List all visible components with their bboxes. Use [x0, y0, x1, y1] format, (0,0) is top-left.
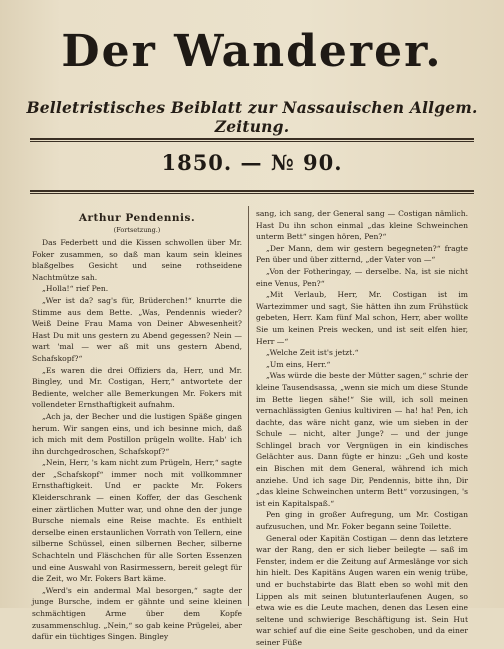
bottom-rule-thin	[30, 193, 474, 194]
paragraph: „Der Mann, dem wir gestern begegneten?“ fragte Pen über und über zitternd, „der Vater von —“	[256, 243, 468, 265]
paragraph: „Welche Zeit ist's jetzt.“	[266, 348, 359, 358]
paragraph: „Werd's ein andermal Mal besorgen,“ sagte der junge Bursche, indem er gähnte und seine kleinen schmächtigen Arme über dem Kopfe zusammenschlug. „Nein,“ so gab keine Prügelei, aber dafür ein tüchtiges Singen. Bingley	[32, 585, 242, 642]
paragraph: „Wer ist da? sag's für, Brüderchen!“ knurrte die Stimme aus dem Bette. „Was, Pendennis wieder? Weiß Deine Frau Mama von Deiner Abwesenheit? Hast Du mit uns gestern zu Abend gegessen? Nein — wart 'mal — wer aß mit uns gestern Abend, Schafskopf?“	[32, 295, 242, 363]
left-column	[32, 205, 242, 643]
paragraph: „Von der Fotheringay, — derselbe. Na, ist sie nicht eine Venus, Pen?“	[256, 266, 468, 288]
article-title: Arthur Pendennis.	[78, 212, 196, 224]
top-rule	[30, 138, 474, 140]
paragraph: „Mit Verlaub, Herr, Mr. Costigan ist im Wartezimmer und sagt, Sie hätten ihn zum Frühstück gebeten, Herr. Kam fünf Mal schon, Herr, aber wollte Sie um keinen Preis wecken, und ist seit elfen hier, Herr —“	[256, 290, 468, 346]
paragraph: „Ach ja, der Becher und die lustigen Späße gingen herum. Wir sangen eins, und ich besinne mich, daß ich mich mit dem Postillon prügeln wollte. Hab' ich ihn durchgedroschen, Schafskopf?“	[32, 411, 242, 456]
column-divider	[248, 206, 249, 606]
masthead-subtitle: Belletristisches Beiblatt zur Nassauischen Allgem. Zeitung.	[26, 98, 478, 136]
paragraph: Pen ging in großer Aufregung, um Mr. Costigan aufzusuchen, und Mr. Foker begann seine Toilette.	[256, 510, 468, 532]
bottom-rule	[30, 190, 474, 192]
issue-line: 1850. — № 90.	[161, 150, 343, 175]
paragraph: „Um eins, Herr.“	[266, 359, 331, 369]
paragraph: sang, ich sang, der General sang — Costigan nämlich. Hast Du ihn schon einmal „das kleine Schweinchen unterm Bett“ singen hören, Pen?“	[256, 209, 468, 242]
right-column	[256, 208, 468, 649]
masthead-title: Der Wanderer.	[61, 26, 443, 77]
paragraph: „Was würde die beste der Mütter sagen,“ schrie der kleine Tausendsassa, „wenn sie mich um diese Stunde im Bette liegen sähe!“ Sie will, ich soll meinen vernachlässigten Genius kultiviren — ha! ha! Pen, ich dachte, das wäre nicht ganz, wie um sieben in der Schule — nicht, alter Junge? — und der junge Schlingel brach vor Vergnügen in ein kindisches Gelächter aus. Dann fügte er hinzu: „Geh und koste ein Bischen mit dem General, während ich mich anziehe. Und ich sage Dir, Pendennis, bitte ihn, Dir „das kleine Schweinchen unterm Bett“ vorzusingen, 's ist ein Kapitalspaß.“	[256, 371, 468, 508]
paragraph: General oder Kapitän Costigan — denn das letztere war der Rang, den er sich lieber beilegte — saß im Fenster, indem er die Zeitung auf Armeslänge vor sich hin hielt. Des Kapitäns Augen waren ein wenig trübe, und er buchstabirte das Blatt eben so wohl mit den Lippen als mit seinen blutunterlaufenen Augen, so etwa wie es die Leute machen, denen das Lesen eine seltene und schwierige Beschäftigung ist. Sein Hut war schief auf die eine Seite geschoben, und da einer seiner Füße	[256, 533, 468, 647]
article-subtitle: (Fortsetzung.)	[113, 226, 161, 234]
paragraph: „Nein, Herr, 's kam nicht zum Prügeln, Herr,“ sagte der „Schafskopf“ immer noch mit vollkommner Ernsthaftigkeit. Und er packte Mr. Fokers Kleiderschrank — einen Koffer, der das Geschenk einer zärtlichen Mutter war, und ohne den der junge Bursche niemals eine Reise machte. Es enthielt derselbe einen erstaunlichen Vorrath von Tellern, eine silberne Schüssel, einen silbernen Becher, silberne Schachteln und Fläschchen für alle Sorten Essenzen und eine Auswahl von Rasirmessern, bereit gelegt für die Zeit, wo Mr. Fokers Bart käme.	[32, 458, 243, 584]
paragraph: „Holla!“ rief Pen.	[42, 284, 109, 294]
paragraph: Das Federbett und die Kissen schwollen über Mr. Foker zusammen, so daß man kaum sein kleines blaßgelbes Gesicht und seine rothseidene Nachtmütze sah.	[32, 238, 242, 282]
paragraph: „Es waren die drei Offiziers da, Herr, und Mr. Bingley, und Mr. Costigan, Herr,“ antwortete der Bediente, welcher alle Bemerkungen Mr. Fokers mit vollendeter Ernsthaftigkeit aufnahm.	[32, 365, 242, 410]
top-rule-thin	[30, 141, 474, 142]
